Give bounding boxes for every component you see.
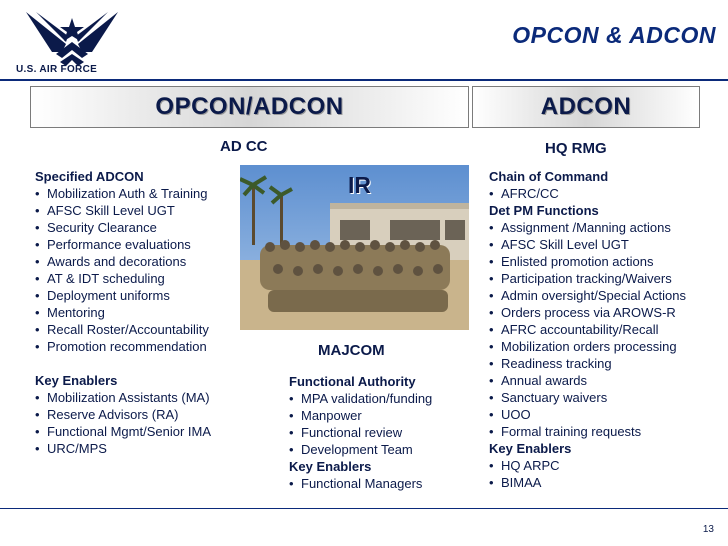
adcon-banner bbox=[472, 86, 700, 128]
photo-label: IR bbox=[348, 172, 371, 198]
right-column bbox=[489, 168, 686, 491]
list-item: • Mobilization orders processing bbox=[489, 338, 686, 355]
list-item: • Admin oversight/Special Actions bbox=[489, 287, 686, 304]
majcom-heading: MAJCOM bbox=[318, 342, 385, 359]
list-item: • UOO bbox=[489, 406, 686, 423]
chain-of-command-header: Chain of Command bbox=[489, 169, 609, 184]
middle-column bbox=[289, 373, 432, 492]
functional-authority-header: Functional Authority bbox=[289, 374, 416, 389]
list-item: • MPA validation/funding bbox=[289, 390, 432, 407]
list-item: • Readiness tracking bbox=[489, 355, 686, 372]
title-divider bbox=[0, 79, 728, 81]
list-item: • Deployment uniforms bbox=[35, 287, 211, 304]
list-item: • BIMAA bbox=[489, 474, 686, 491]
footer-divider bbox=[0, 508, 728, 509]
list-item: • Enlisted promotion actions bbox=[489, 253, 686, 270]
list-item: • AFRC/CC bbox=[489, 185, 686, 202]
list-item: • Participation tracking/Waivers bbox=[489, 270, 686, 287]
list-item: • Awards and decorations bbox=[35, 253, 211, 270]
opcon-adcon-banner-label: OPCON/ADCON bbox=[155, 93, 344, 120]
list-item: • Sanctuary waivers bbox=[489, 389, 686, 406]
key-enablers-header: Key Enablers bbox=[289, 459, 372, 474]
list-item: • Functional review bbox=[289, 424, 432, 441]
list-item: • Performance evaluations bbox=[35, 236, 211, 253]
list-item: • Mobilization Auth & Training bbox=[35, 185, 211, 202]
list-item: • Formal training requests bbox=[489, 423, 686, 440]
list-item: • Orders process via AROWS-R bbox=[489, 304, 686, 321]
list-item: • Mobilization Assistants (MA) bbox=[35, 389, 211, 406]
list-item: • AFSC Skill Level UGT bbox=[35, 202, 211, 219]
adcon-banner-label: ADCON bbox=[540, 93, 632, 120]
spacer bbox=[35, 355, 211, 372]
list-item: • URC/MPS bbox=[35, 440, 211, 457]
key-enablers-header: Key Enablers bbox=[35, 373, 118, 388]
list-item: • Recall Roster/Accountability bbox=[35, 321, 211, 338]
page-number: 13 bbox=[702, 524, 714, 535]
list-item: • Development Team bbox=[289, 441, 432, 458]
left-column bbox=[35, 168, 211, 457]
list-item: • Manpower bbox=[289, 407, 432, 424]
list-item: • Functional Mgmt/Senior IMA bbox=[35, 423, 211, 440]
list-item: • AT & IDT scheduling bbox=[35, 270, 211, 287]
ad-cc-heading: AD CC bbox=[220, 138, 268, 155]
list-item: • Annual awards bbox=[489, 372, 686, 389]
key-enablers-header: Key Enablers bbox=[489, 441, 572, 456]
logo-text: U.S. AIR FORCE bbox=[16, 64, 98, 75]
list-item: • Reserve Advisors (RA) bbox=[35, 406, 211, 423]
opcon-adcon-banner bbox=[30, 86, 469, 128]
list-item: • Functional Managers bbox=[289, 475, 432, 492]
list-item: • Promotion recommendation bbox=[35, 338, 211, 355]
list-item: • AFRC accountability/Recall bbox=[489, 321, 686, 338]
det-pm-functions-header: Det PM Functions bbox=[489, 203, 599, 218]
list-item: • Assignment /Manning actions bbox=[489, 219, 686, 236]
list-item: • Mentoring bbox=[35, 304, 211, 321]
list-item: • HQ ARPC bbox=[489, 457, 686, 474]
list-item: • AFSC Skill Level UGT bbox=[489, 236, 686, 253]
specified-adcon-header: Specified ADCON bbox=[35, 169, 144, 184]
list-item: • Security Clearance bbox=[35, 219, 211, 236]
hq-rmg-heading: HQ RMG bbox=[545, 140, 607, 157]
slide-title: OPCON & ADCON bbox=[512, 22, 716, 48]
